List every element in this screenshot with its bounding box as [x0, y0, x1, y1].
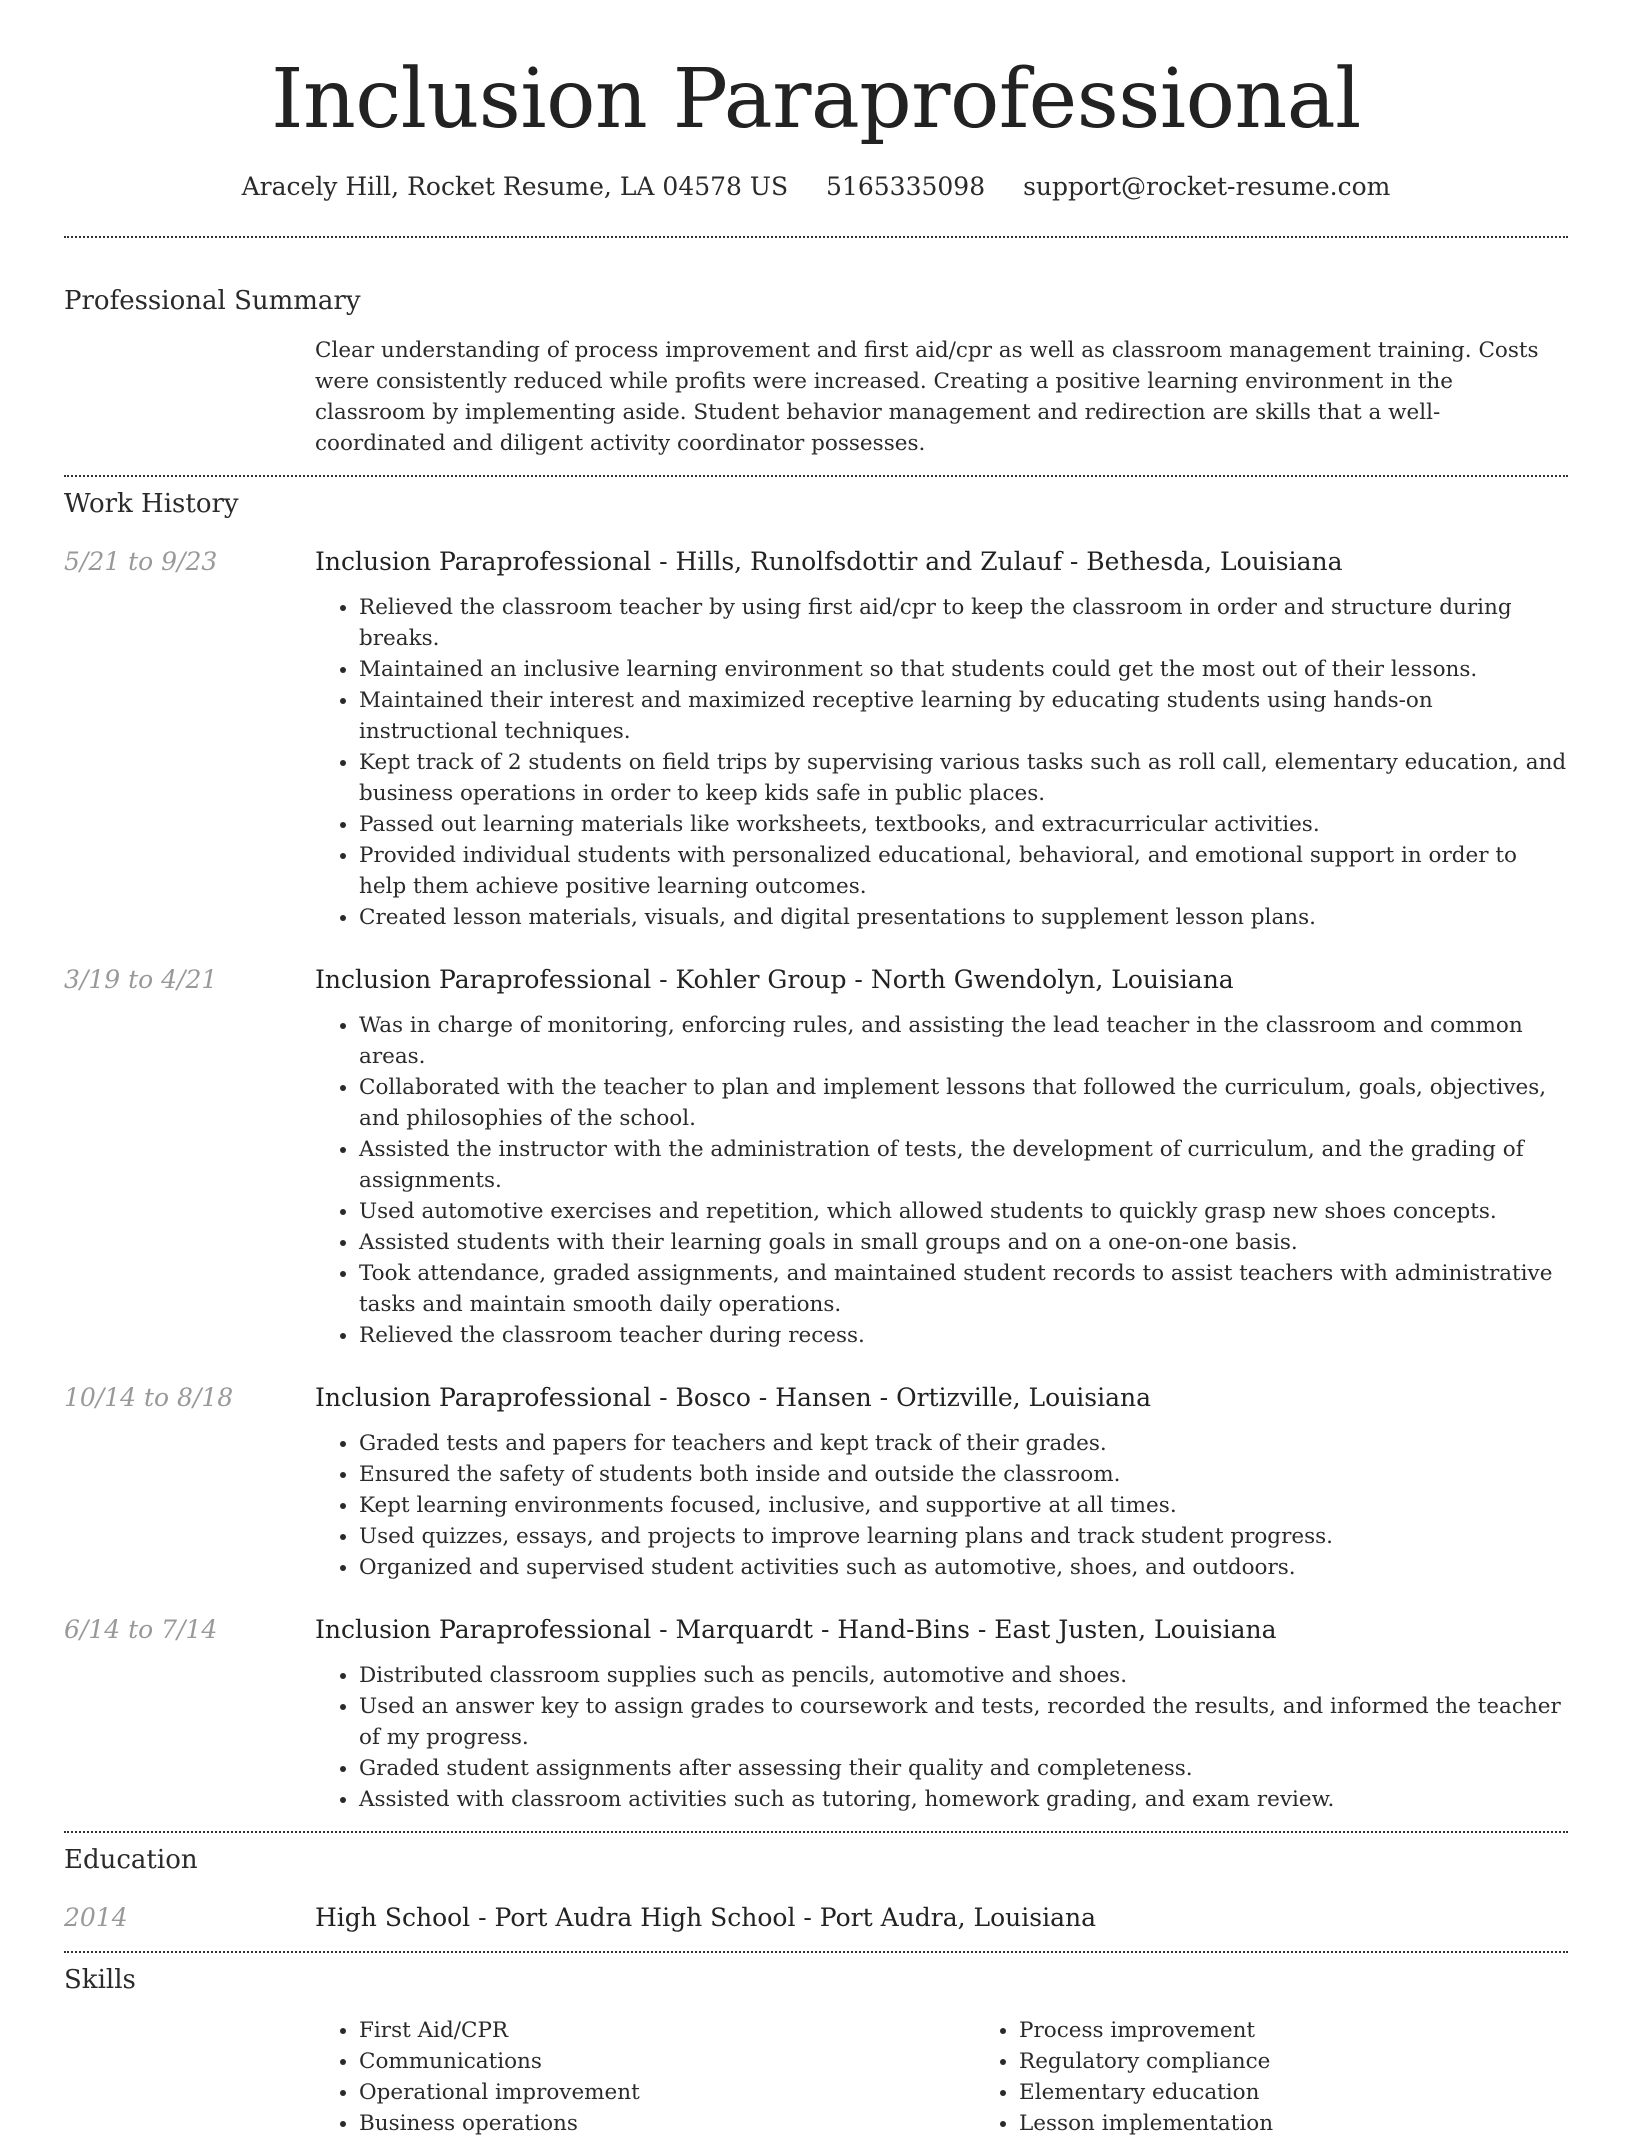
- divider: [64, 475, 1568, 477]
- list-item: • Maintained their interest and maximized receptive learning by educating students using hands-on instructional techniques.: [359, 685, 1568, 747]
- list-item: • Assisted with classroom activities such as tutoring, homework grading, and exam review.: [359, 1784, 1568, 1815]
- divider: [64, 1951, 1568, 1953]
- list-item: • Graded tests and papers for teachers and kept track of their grades.: [359, 1428, 1568, 1459]
- list-item: • Distributed classroom supplies such as pencils, automotive and shoes.: [359, 1660, 1568, 1691]
- job-title: Inclusion Paraprofessional - Kohler Group - North Gwendolyn, Louisiana: [315, 965, 1234, 994]
- job-bullets: [315, 592, 1568, 933]
- skills-column-right: [975, 2015, 1632, 2139]
- resume-page: [64, 0, 1568, 2139]
- section-heading-skills: Skills: [64, 1965, 136, 1995]
- education-section: [64, 1843, 1568, 1935]
- job-title: Inclusion Paraprofessional - Marquardt - Hand-Bins - East Justen, Louisiana: [315, 1615, 1277, 1644]
- skill-item: • Process improvement: [1019, 2015, 1632, 2046]
- job-entry: [64, 545, 1568, 933]
- divider: [64, 1831, 1568, 1833]
- job-title: Inclusion Paraprofessional - Hills, Runolfsdottir and Zulauf - Bethesda, Louisiana: [315, 547, 1343, 576]
- contact-phone: 5165335098: [826, 172, 986, 201]
- skill-item: • First Aid/CPR: [359, 2015, 975, 2046]
- list-item: • Passed out learning materials like worksheets, textbooks, and extracurricular activities.: [359, 809, 1568, 840]
- skill-item: • Communications: [359, 2046, 975, 2077]
- job-dates: 6/14 to 7/14: [64, 1615, 218, 1644]
- list-item: • Created lesson materials, visuals, and digital presentations to supplement lesson plans.: [359, 902, 1568, 933]
- list-item: • Kept track of 2 students on field trips by supervising various tasks such as roll call, elementary education, and business operations in order to keep kids safe in public places.: [359, 747, 1568, 809]
- section-heading-work-history: Work History: [64, 489, 239, 519]
- summary-section: [64, 284, 1568, 459]
- job-entry: [64, 1613, 1568, 1815]
- list-item: • Organized and supervised student activities such as automotive, shoes, and outdoors.: [359, 1552, 1568, 1583]
- education-entry: High School - Port Audra High School - Port Audra, Louisiana: [315, 1903, 1096, 1932]
- section-heading-education: Education: [64, 1845, 198, 1875]
- list-item: • Relieved the classroom teacher during recess.: [359, 1320, 1568, 1351]
- skill-item: • Regulatory compliance: [1019, 2046, 1632, 2077]
- list-item: • Provided individual students with personalized educational, behavioral, and emotional support in order to help them achieve positive learning outcomes.: [359, 840, 1568, 902]
- list-item: • Relieved the classroom teacher by using first aid/cpr to keep the classroom in order and structure during breaks.: [359, 592, 1568, 654]
- list-item: • Graded student assignments after assessing their quality and completeness.: [359, 1753, 1568, 1784]
- skills-column-left: [315, 2015, 975, 2139]
- contact-address: Aracely Hill, Rocket Resume, LA 04578 US: [241, 172, 789, 201]
- skill-item: • Operational improvement: [359, 2077, 975, 2108]
- list-item: • Used automotive exercises and repetition, which allowed students to quickly grasp new shoes concepts.: [359, 1196, 1568, 1227]
- list-item: • Ensured the safety of students both inside and outside the classroom.: [359, 1459, 1568, 1490]
- job-title: Inclusion Paraprofessional - Bosco - Hansen - Ortizville, Louisiana: [315, 1383, 1152, 1412]
- list-item: • Assisted students with their learning goals in small groups and on a one-on-one basis.: [359, 1227, 1568, 1258]
- contact-line: [64, 170, 1568, 204]
- divider: [64, 236, 1568, 238]
- skill-item: • Lesson implementation: [1019, 2108, 1632, 2139]
- list-item: • Kept learning environments focused, inclusive, and supportive at all times.: [359, 1490, 1568, 1521]
- skills-section: [64, 1963, 1568, 2139]
- skill-item: • Elementary education: [1019, 2077, 1632, 2108]
- summary-text: Clear understanding of process improvement and first aid/cpr as well as classroom management training. Costs were consistently reduced while profits were increased. Creating a positive learning environment in the classroom by implementing aside. Student behavior management and redirection are skills that a well-coordinated and diligent activity coordinator possesses.: [315, 338, 1539, 456]
- list-item: • Was in charge of monitoring, enforcing rules, and assisting the lead teacher in the classroom and common areas.: [359, 1010, 1568, 1072]
- list-item: • Used an answer key to assign grades to coursework and tests, recorded the results, and informed the teacher of my progress.: [359, 1691, 1568, 1753]
- job-dates: 5/21 to 9/23: [64, 547, 218, 576]
- list-item: • Took attendance, graded assignments, and maintained student records to assist teachers with administrative tasks and maintain smooth daily operations.: [359, 1258, 1568, 1320]
- work-history-section: [64, 487, 1568, 1815]
- page-title: Inclusion Paraprofessional: [271, 52, 1361, 147]
- skill-item: • Business operations: [359, 2108, 975, 2139]
- job-dates: 10/14 to 8/18: [64, 1383, 234, 1412]
- contact-email: support@rocket-resume.com: [1023, 172, 1391, 201]
- skills-list: [315, 2015, 1632, 2139]
- job-bullets: [315, 1010, 1568, 1351]
- job-entry: [64, 963, 1568, 1351]
- job-dates: 3/19 to 4/21: [64, 965, 218, 994]
- job-bullets: [315, 1428, 1568, 1583]
- list-item: • Collaborated with the teacher to plan and implement lessons that followed the curriculum, goals, objectives, and philosophies of the school.: [359, 1072, 1568, 1134]
- education-year: 2014: [64, 1903, 128, 1932]
- list-item: • Used quizzes, essays, and projects to improve learning plans and track student progress.: [359, 1521, 1568, 1552]
- job-entry: [64, 1381, 1568, 1583]
- list-item: • Maintained an inclusive learning environment so that students could get the most out of their lessons.: [359, 654, 1568, 685]
- section-heading-summary: Professional Summary: [64, 286, 361, 316]
- list-item: • Assisted the instructor with the administration of tests, the development of curriculum, and the grading of assignments.: [359, 1134, 1568, 1196]
- job-bullets: [315, 1660, 1568, 1815]
